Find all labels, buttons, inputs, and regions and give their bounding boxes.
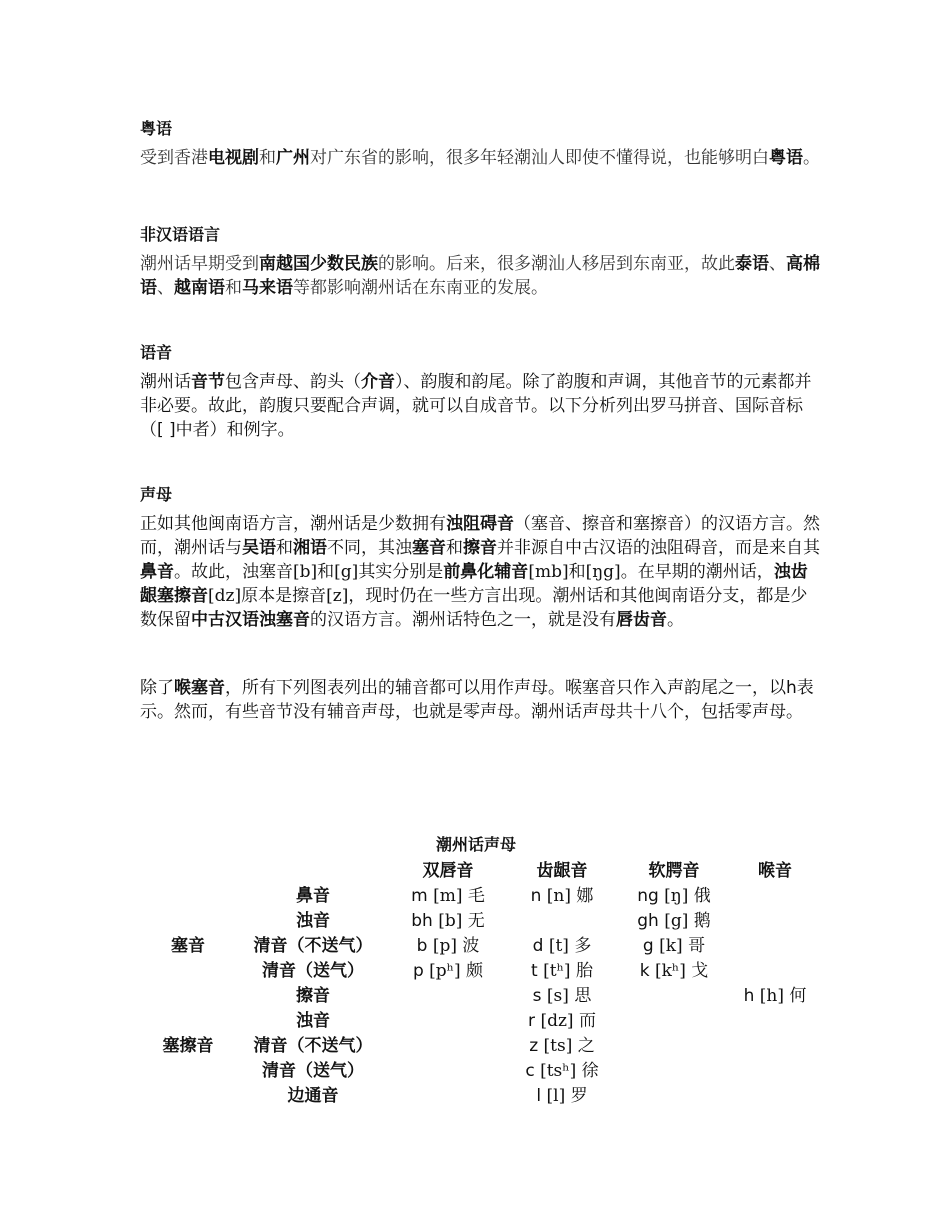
table-cell (390, 1031, 506, 1056)
table-cell: gh [g] 鹅 (637, 911, 711, 931)
table-cell (730, 956, 820, 981)
table-cell: c [tsʰ] 徐 (525, 1061, 599, 1081)
heading-initials: 声母 (140, 485, 173, 504)
heading-phonology: 语音 (140, 343, 173, 362)
row-label: 清音（送气） (262, 961, 364, 981)
table-cell: g [k] 哥 (642, 936, 706, 956)
article-body (140, 118, 820, 724)
row-label: 擦音 (296, 986, 330, 1006)
row-label: 清音（不送气） (253, 936, 373, 956)
table-cell: z [ts] 之 (529, 1036, 595, 1056)
row-group-label (140, 981, 236, 1006)
table-row (140, 906, 820, 931)
table-cell: r [dz] 而 (528, 1011, 596, 1031)
row-label: 清音（送气） (262, 1061, 364, 1081)
table-cell: m [m] 毛 (411, 886, 485, 906)
paragraph-initials-note: 除了喉塞音，所有下列图表列出的辅音都可以用作声母。喉塞音只作入声韵尾之一，以h表示。然而，有些音节没有辅音声母，也就是零声母。潮州话声母共十八个，包括零声母。 (140, 678, 814, 722)
table-cell (390, 1056, 506, 1081)
row-group-label (140, 956, 236, 981)
row-label: 浊音 (296, 1011, 330, 1031)
table-row (140, 981, 820, 1006)
row-group-label: 塞擦音 (162, 1036, 214, 1056)
paragraph-initials: 正如其他闽南语方言，潮州话是少数拥有浊阻碍音（塞音、擦音和塞擦音）的汉语方言。然而，潮州话与吴语和湘语不同，其浊塞音和擦音并非源自中古汉语的浊阻碍音，而是来自其鼻音。故此，浊塞音[b]和[g]其实分别是前鼻化辅音[mb]和[ŋg]。在早期的潮州话，浊齿龈塞擦音[dz]原本是擦音[z]，现时仍在一些方言出现。潮州话和其他闽南语分支，都是少数保留中古汉语浊塞音的汉语方言。潮州话特色之一，就是没有唇齿音。 (140, 514, 820, 630)
table-cell: b [p] 波 (416, 936, 480, 956)
table-cell (618, 981, 730, 1006)
row-group-label (140, 1006, 236, 1031)
table-cell (730, 1081, 820, 1106)
table-cell: h [h] 何 (743, 986, 807, 1006)
table-cell (730, 906, 820, 931)
row-group-label (140, 1056, 236, 1081)
chart-title: 潮州话声母 (435, 835, 516, 854)
table-cell: l [l] 罗 (536, 1086, 588, 1106)
table-cell: bh [b] 无 (411, 911, 485, 931)
row-group-label (140, 881, 236, 906)
table-cell (730, 1056, 820, 1081)
table-cell: n [n] 娜 (530, 886, 594, 906)
section-initials (140, 484, 820, 632)
table-cell: t [tʰ] 胎 (531, 961, 593, 981)
row-group-label: 塞音 (171, 936, 205, 956)
table-cell (618, 1006, 730, 1031)
paragraph-non-chinese: 潮州话早期受到南越国少数民族的影响。后来，很多潮汕人移居到东南亚，故此泰语、高棉语、越南语和马来语等都影响潮州话在东南亚的发展。 (140, 254, 820, 298)
table-cell (618, 1056, 730, 1081)
table-cell (618, 1081, 730, 1106)
col-header-bilabial: 双唇音 (422, 861, 474, 881)
col-header-alveolar: 齿龈音 (536, 861, 588, 881)
table-cell (730, 931, 820, 956)
row-label: 边通音 (287, 1086, 339, 1106)
table-row (140, 1031, 820, 1056)
table-cell: k [kʰ] 戈 (639, 961, 709, 981)
section-initials-note (140, 676, 820, 724)
table-row (140, 1006, 820, 1031)
table-row (140, 956, 820, 981)
paragraph-phonology: 潮州话音节包含声母、韵头（介音）、韵腹和韵尾。除了韵腹和声调，其他音节的元素都并非必要。故此，韵腹只要配合声调，就可以自成音节。以下分析列出罗马拼音、国际音标（[ ]中者）和例字。 (140, 372, 812, 440)
row-label: 清音（不送气） (253, 1036, 373, 1056)
row-label: 鼻音 (296, 886, 330, 906)
table-row (140, 931, 820, 956)
section-phonology (140, 342, 820, 442)
table-header-row (140, 856, 820, 881)
table-cell: p [pʰ] 颇 (412, 961, 484, 981)
row-group-label (140, 1081, 236, 1106)
table-cell: s [s] 思 (532, 986, 592, 1006)
row-label: 浊音 (296, 911, 330, 931)
paragraph-cantonese: 受到香港电视剧和广州对广东省的影响，很多年轻潮汕人即使不懂得说，也能够明白粤语。 (140, 148, 820, 168)
table-cell (506, 906, 618, 931)
col-header-glottal: 喉音 (758, 861, 792, 881)
initials-table (140, 856, 820, 1106)
table-cell: ng [ŋ] 俄 (637, 886, 711, 906)
heading-cantonese: 粤语 (140, 119, 173, 138)
table-cell (730, 1006, 820, 1031)
table-cell (390, 1006, 506, 1031)
table-row (140, 1081, 820, 1106)
table-cell (730, 881, 820, 906)
col-header-velar: 软腭音 (648, 861, 700, 881)
table-cell (618, 1031, 730, 1056)
section-cantonese (140, 118, 820, 170)
heading-non-chinese: 非汉语语言 (140, 225, 221, 244)
table-row (140, 1056, 820, 1081)
row-group-label (140, 906, 236, 931)
table-cell (730, 1031, 820, 1056)
table-row (140, 881, 820, 906)
table-cell (390, 1081, 506, 1106)
table-cell: d [t] 多 (532, 936, 592, 956)
section-non-chinese (140, 224, 820, 300)
table-cell (390, 981, 506, 1006)
